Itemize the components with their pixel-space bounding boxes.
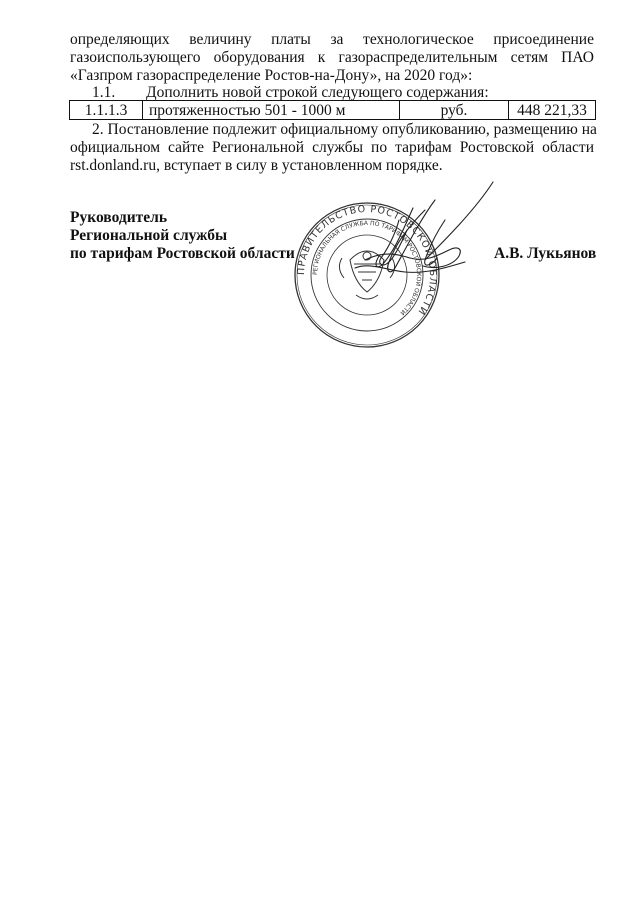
signature-title-line1: Руководитель xyxy=(70,209,168,226)
handwritten-signature xyxy=(325,180,505,290)
table-cell-unit: руб. xyxy=(400,101,509,120)
paragraph1-line2: газоиспользующего оборудования к газораспределительным сетям ПАО xyxy=(70,49,594,66)
paragraph2-line1: 2. Постановление подлежит официальному опубликованию, размещению на xyxy=(92,121,597,138)
table-cell-code: 1.1.1.3 xyxy=(70,101,143,120)
signatory-name: А.В. Лукьянов xyxy=(494,245,597,262)
paragraph2-line2: официальном сайте Региональной службы по тарифам Ростовской области xyxy=(70,139,594,156)
table-cell-description: протяженностью 501 - 1000 м xyxy=(143,101,400,120)
signature-title-line2: Региональной службы xyxy=(70,227,228,244)
insertion-table xyxy=(69,100,596,120)
paragraph1-line3: «Газпром газораспределение Ростов-на-Дону», на 2020 год»: xyxy=(70,67,473,84)
signature-title-line3: по тарифам Ростовской области xyxy=(70,245,295,262)
table-cell-value: 448 221,33 xyxy=(509,101,596,120)
paragraph1-line1: определяющих величину платы за технологическое присоединение xyxy=(70,31,594,48)
item-number: 1.1. xyxy=(92,84,116,101)
paragraph2-line3: rst.donland.ru, вступает в силу в установленном порядке. xyxy=(70,157,443,174)
item-text: Дополнить новой строкой следующего содержания: xyxy=(146,84,489,101)
seal-inner-text: РЕГИОНАЛЬНАЯ СЛУЖБА ПО ТАРИФАМ РОСТОВСКОЙ ОБЛАСТИ xyxy=(311,219,423,317)
table-row xyxy=(70,101,596,120)
seal-outer-text: ПРАВИТЕЛЬСТВО РОСТОВСКОЙ ОБЛАСТИ xyxy=(295,203,439,318)
